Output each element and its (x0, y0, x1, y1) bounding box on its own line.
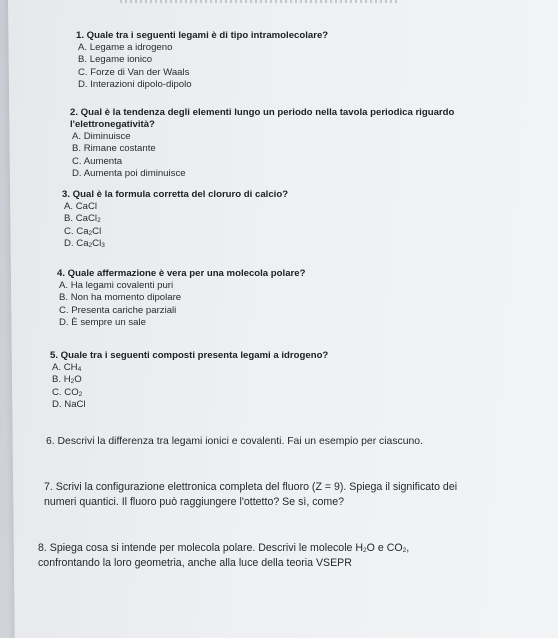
question-6: 6. Descrivi la differenza tra legami ionici e covalenti. Fai un esempio per ciascuno. (46, 436, 423, 447)
question-5-option-c: C. $CO_2$ (52, 386, 83, 398)
question-3 (62, 189, 542, 251)
question-1-option-d: D. Interazioni dipolo-dipolo (78, 79, 192, 91)
question-8 (38, 541, 518, 571)
question-2 (70, 107, 470, 181)
question-7 (44, 480, 514, 510)
question-5 (50, 350, 530, 412)
question-2-option-c: C. Aumenta (72, 155, 123, 167)
question-4-option-c: C. Presenta cariche parziali (59, 304, 177, 316)
question-8-line-2: confrontando la loro geometria, anche alla luce della teoria VSEPR (38, 557, 352, 569)
question-1-option-b: B. Legame ionico (78, 54, 153, 66)
question-1-title: 1. Quale tra i seguenti legami è di tipo intramolecolare? (76, 30, 329, 41)
question-2-option-a: A. Diminuisce (72, 131, 131, 142)
question-5-title: 5. Quale tra i seguenti composti presenta legami a idrogeno? (50, 350, 329, 361)
question-1 (76, 30, 556, 92)
question-2-option-d: D. Aumenta poi diminuisce (72, 168, 186, 180)
question-3-option-b: B. CaCl$_2$ (64, 213, 101, 225)
question-3-option-c: C. $Ca_2Cl$ (64, 225, 102, 237)
question-7-line-1: 7. Scrivi la configurazione elettronica completa del fluoro (Z = 9). Spiega il significato dei (44, 481, 458, 493)
question-3-title: 3. Qual è la formula corretta del cloruro di calcio? (62, 189, 289, 200)
question-4-title: 4. Quale affermazione è vera per una molecola polare? (57, 268, 306, 279)
question-1-option-c: C. Forze di Van der Waals (78, 66, 190, 78)
question-4-option-b: B. Non ha momento dipolare (59, 292, 182, 304)
question-3-option-a: A. CaCl (64, 201, 98, 212)
question-4-option-a: A. Ha legami covalenti puri (59, 280, 174, 291)
question-5-option-d: D. NaCl (52, 399, 86, 411)
question-4 (57, 268, 537, 330)
question-8-line-1: 8. Spiega cosa si intende per molecola polare. Descrivi le molecole $H_2O$ e $CO_2$, (38, 542, 410, 554)
question-2-title-line-1: 2. Qual è la tendenza degli elementi lungo un periodo nella tavola periodica riguardo (70, 107, 455, 118)
question-2-title-line-2: l'elettronegatività? (70, 119, 155, 130)
question-2-option-b: B. Rimane costante (72, 143, 156, 155)
question-7-line-2: numeri quantici. Il fluoro può raggiungere l'ottetto? Se sì, come? (44, 496, 344, 508)
question-4-option-d: D. È sempre un sale (59, 317, 146, 329)
question-3-option-d: D. $Ca_2Cl_3$ (64, 238, 105, 250)
question-5-option-b: B. $H_2O$ (52, 374, 82, 386)
question-5-option-a: A. $CH_4$ (52, 362, 82, 373)
question-1-option-a: A. Legame a idrogeno (78, 42, 173, 53)
